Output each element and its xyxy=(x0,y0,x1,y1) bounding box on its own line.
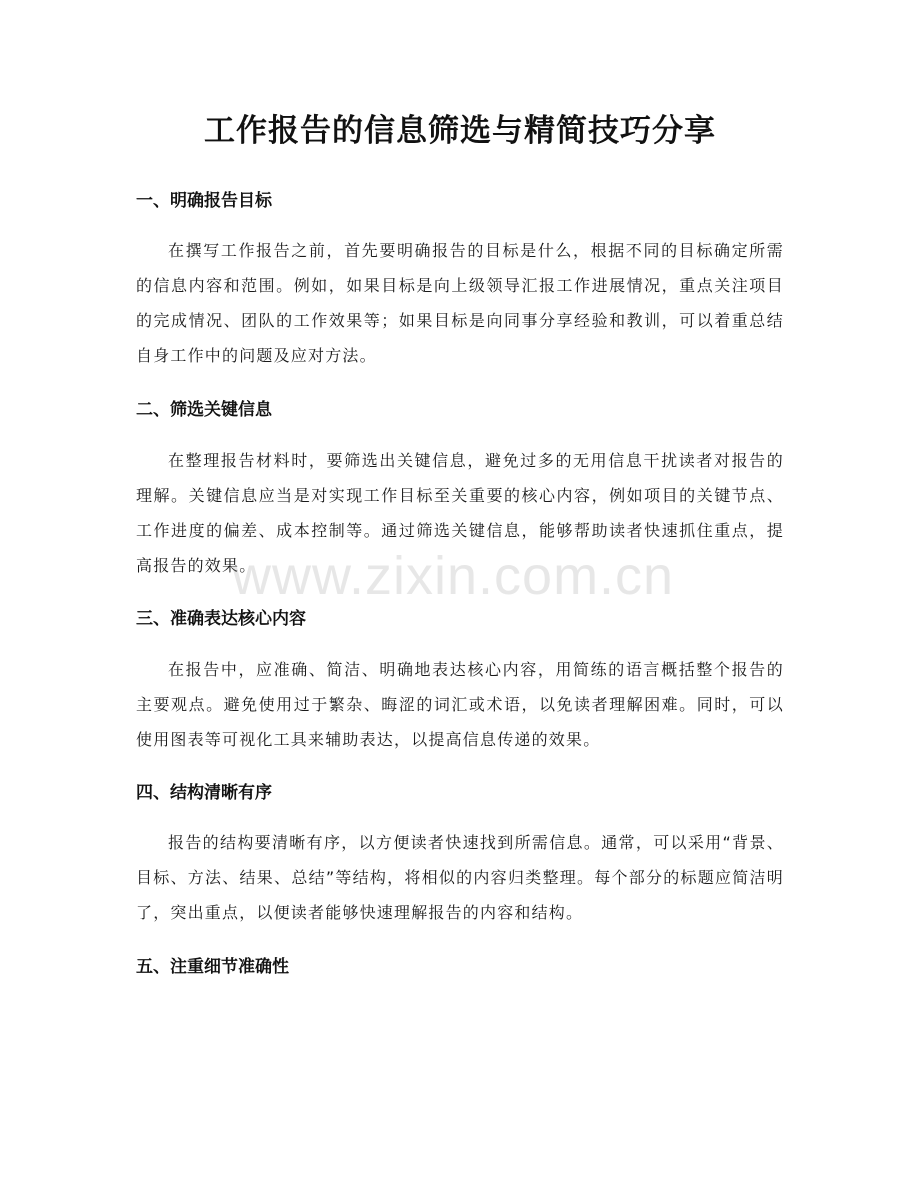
document-title: 工作报告的信息筛选与精简技巧分享 xyxy=(204,113,716,149)
section-heading-3: 三、准确表达核心内容 xyxy=(136,609,306,629)
section-paragraph-3: 在报告中，应准确、简洁、明确地表达核心内容，用简练的语言概括整个报告的主要观点。避免使用过于繁杂、晦涩的词汇或术语，以免读者理解困难。同时，可以使用图表等可视化工具来辅助表达，以提高信息传递的效果。 xyxy=(136,660,784,749)
section-paragraph-2: 在整理报告材料时，要筛选出关键信息，避免过多的无用信息干扰读者对报告的理解。关键信息应当是对实现工作目标至关重要的核心内容，例如项目的关键节点、工作进度的偏差、成本控制等。通过筛选关键信息，能够帮助读者快速抓住重点，提高报告的效果。 xyxy=(136,451,784,575)
section-heading-4: 四、结构清晰有序 xyxy=(136,783,272,803)
section-paragraph-1: 在撰写工作报告之前，首先要明确报告的目标是什么，根据不同的目标确定所需的信息内容和范围。例如，如果目标是向上级领导汇报工作进展情况，重点关注项目的完成情况、团队的工作效果等；如果目标是向同事分享经验和教训，可以着重总结自身工作中的问题及应对方法。 xyxy=(136,241,784,365)
section-heading-5: 五、注重细节准确性 xyxy=(136,957,289,977)
section-heading-1: 一、明确报告目标 xyxy=(136,191,272,211)
section-paragraph-4: 报告的结构要清晰有序，以方便读者快速找到所需信息。通常，可以采用“背景、目标、方法、结果、总结”等结构，将相似的内容归类整理。每个部分的标题应简洁明了，突出重点，以便读者能够快速理解报告的内容和结构。 xyxy=(136,833,784,922)
watermark: www.zixin.com.cn xyxy=(232,546,675,606)
section-heading-2: 二、筛选关键信息 xyxy=(136,400,272,420)
